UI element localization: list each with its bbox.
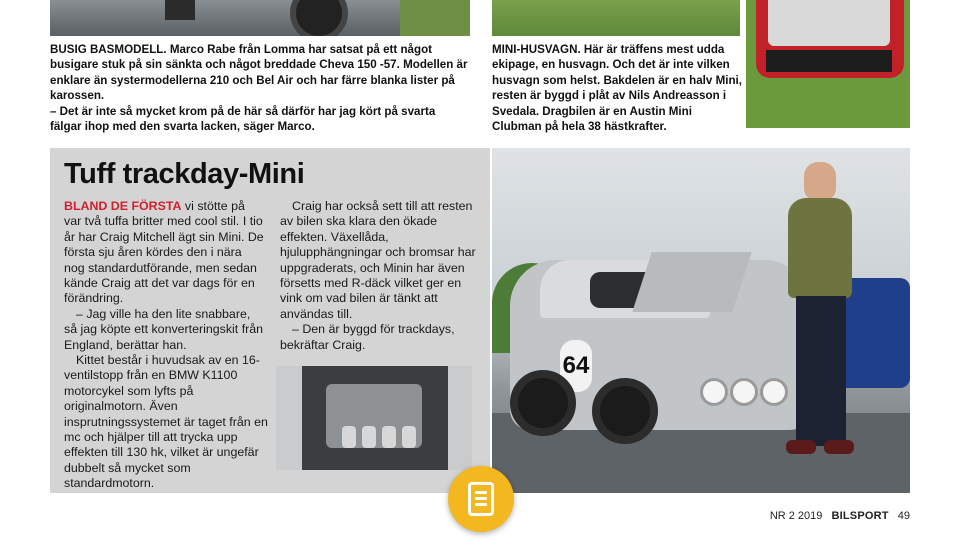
- caption-text: Här är träffens mest udda ekipage, en husvagn. Och det är inte vilken husvagn som helst. Bakdelen är en halv Mini, resten är byggd i plåt av Nils Andreasson i Svedala. Dragbilen är en Austin Mini Clubman på hela 38 hästkrafter.: [492, 43, 742, 134]
- caption-quote: – Det är inte så mycket krom på de här så därför har jag kört på svarta fälgar ihop med den svarta lacken, säger Marco.: [50, 104, 436, 134]
- reader-view-button[interactable]: [448, 466, 514, 532]
- article-paragraph: Craig har också sett till att resten av bilen ska klara den ökade effekten. Växellåda, hjulupphängningar och bromsar har uppgraderats, och Minin har även försetts med R-däck vilket ger en vink om vad bilen är tänkt att användas till.: [280, 199, 476, 321]
- caption-busig-basmodell: [50, 42, 470, 134]
- magazine-name: BILSPORT: [831, 510, 889, 522]
- photo-grass-strip: [492, 0, 740, 36]
- photo-engine-bay: [276, 366, 472, 470]
- photo-trackday-mini: [492, 148, 910, 493]
- caption-text: Marco Rabe från Lomma har satsat på ett något busigare stuk på sin sänkta och något breddade Cheva 150 -57. Modellen är enklare än systermodellerna 210 och Bel Air och har färre blanka lister på karossen.: [50, 43, 468, 103]
- article-column-1: [64, 199, 264, 353]
- article-column-2: [280, 199, 480, 353]
- photo-mini-caravan: [746, 0, 910, 128]
- article-column-1-continued: [64, 353, 269, 492]
- article-paragraph: Kittet består i huvudsak av en 16-ventilstopp från en BMW K1100 motorcykel som lyfts på originalmotorn. Även insprutningssystemet är taget från en mc och hjälper till att trycka upp effekten till 130 hk, vilket är ungefär dubbelt så mycket som standardmotorn.: [64, 353, 268, 491]
- page-footer: [770, 510, 910, 522]
- caption-lead: MINI-HUSVAGN.: [492, 43, 581, 56]
- article-paragraph: – Jag ville ha den lite snabbare, så jag köpte ett konverteringskit från England, berättar han.: [64, 306, 264, 352]
- caption-mini-husvagn: [492, 42, 742, 134]
- article-headline: Tuff trackday-Mini: [64, 158, 305, 190]
- document-icon: [468, 482, 494, 516]
- car-race-number: 64: [560, 340, 592, 392]
- article-paragraph: vi stötte på var två tuffa britter med cool stil. I tio år har Craig Mitchell ägt sin Mini. De första sju åren kördes den i nära nog standardutförande, men sedan kände Craig att det var dags för en förändring.: [64, 199, 264, 306]
- issue-number: NR 2 2019: [769, 510, 823, 522]
- page-number: 49: [897, 510, 910, 522]
- photo-chevrolet-wheel: [50, 0, 470, 36]
- article-lead-in: BLAND DE FÖRSTA: [64, 199, 182, 213]
- caption-lead: BUSIG BASMODELL.: [50, 43, 167, 56]
- article-paragraph: – Den är byggd för trackdays, bekräftar Craig.: [280, 322, 455, 352]
